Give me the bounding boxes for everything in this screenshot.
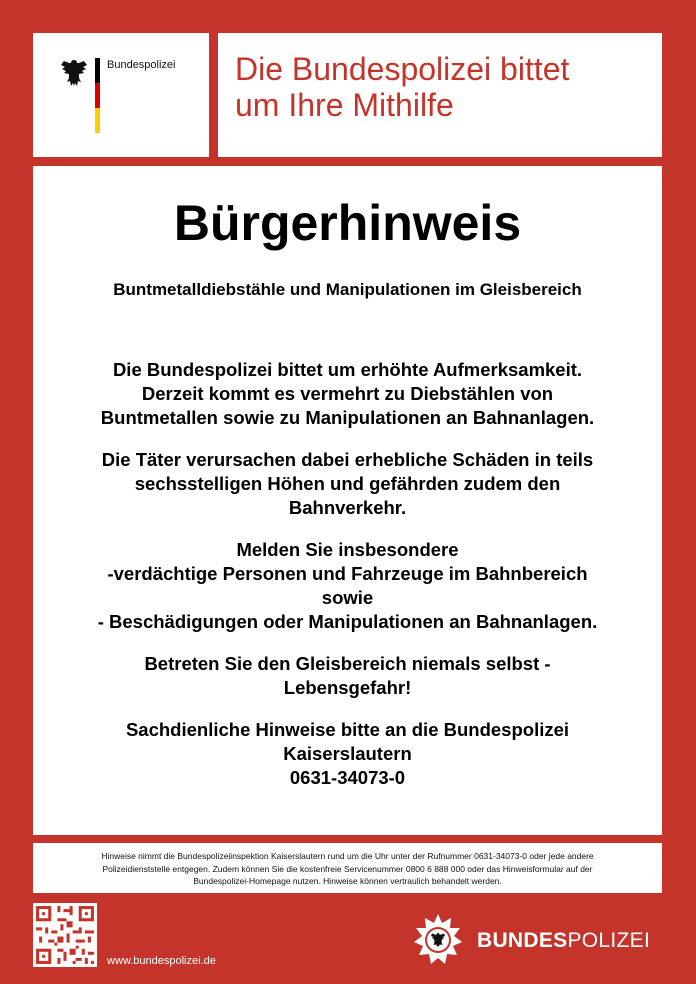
qr-code-icon[interactable] bbox=[33, 903, 97, 967]
website-link[interactable]: www.bundespolizei.de bbox=[107, 955, 216, 967]
notice-line: sechsstelligen Höhen und gefährden zudem den bbox=[134, 473, 561, 494]
headline-panel bbox=[218, 33, 662, 157]
footer-line: Bundespolizei-Homepage nutzen. Hinweise können vertraulich behandelt werden. bbox=[193, 876, 502, 886]
police-star-icon bbox=[414, 914, 462, 966]
notice-line: Buntmetallen sowie zu Manipulationen an Bahnanlagen. bbox=[100, 407, 595, 428]
notice-line: Kaiserslautern bbox=[283, 743, 412, 764]
logo-panel bbox=[33, 33, 209, 157]
notice-line: Lebensgefahr! bbox=[283, 677, 412, 698]
headline-line: um Ihre Mithilfe bbox=[235, 87, 454, 123]
federal-eagle-icon bbox=[60, 58, 88, 88]
footer-line: Polizeidienststelle entgegen. Zudem können Sie die kostenfreie Servicenummer 0800 6 888 000 oder das Hinweisformular auf der bbox=[102, 863, 593, 874]
notice-line: Die Täter verursachen dabei erhebliche Schäden in teils bbox=[101, 449, 594, 470]
notice-paragraph bbox=[33, 652, 662, 700]
notice-line: Melden Sie insbesondere bbox=[236, 539, 459, 560]
brand-regular: POLIZEI bbox=[567, 929, 651, 952]
notice-paragraph bbox=[33, 448, 662, 520]
headline-line: Die Bundespolizei bittet bbox=[235, 51, 570, 87]
notice-line: sowie bbox=[321, 587, 374, 608]
notice-paragraph bbox=[33, 538, 662, 634]
brand-wordmark bbox=[477, 929, 650, 953]
notice-paragraph bbox=[33, 358, 662, 430]
page-title: Bürgerhinweis bbox=[173, 195, 522, 251]
footer-line: Hinweise nimmt die Bundespolizeiinspektion Kaiserslautern rund um die Uhr unter der Rufnummer 0631-34073-0 oder jede andere bbox=[101, 851, 594, 861]
notice-line: 0631-34073-0 bbox=[289, 767, 406, 788]
notice-paragraph bbox=[33, 718, 662, 790]
notice-line: - Beschädigungen oder Manipulationen an Bahnanlagen. bbox=[97, 611, 598, 632]
notice-line: Die Bundespolizei bittet um erhöhte Aufmerksamkeit. bbox=[112, 359, 583, 380]
footer-text bbox=[33, 850, 662, 888]
headline bbox=[235, 51, 569, 123]
subtitle: Buntmetalldiebstähle und Manipulationen im Gleisbereich bbox=[113, 280, 582, 299]
brand-bold: BUNDES bbox=[477, 929, 568, 952]
notice-line: Bahnverkehr. bbox=[288, 497, 407, 518]
main-panel bbox=[33, 166, 662, 835]
logo-text: Bundespolizei bbox=[107, 59, 176, 71]
notice-body bbox=[33, 358, 662, 808]
notice-line: -verdächtige Personen und Fahrzeuge im Bahnbereich bbox=[107, 563, 588, 584]
footer-panel bbox=[33, 843, 662, 893]
german-flag-bar bbox=[95, 58, 100, 133]
notice-line: Sachdienliche Hinweise bitte an die Bundespolizei bbox=[125, 719, 570, 740]
notice-line: Betreten Sie den Gleisbereich niemals selbst - bbox=[144, 653, 551, 674]
notice-line: Derzeit kommt es vermehrt zu Diebstählen von bbox=[141, 383, 554, 404]
